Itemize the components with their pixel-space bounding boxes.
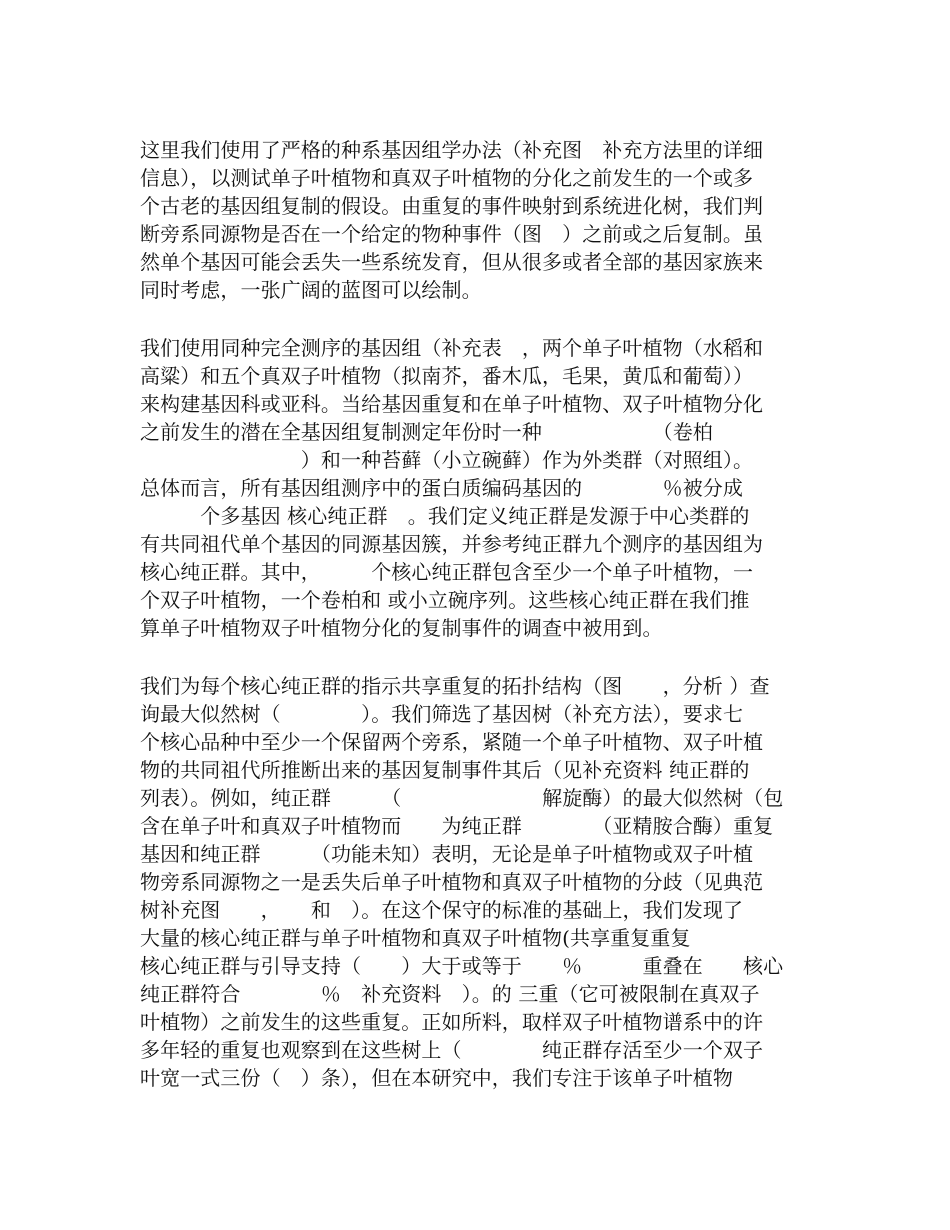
text-line: 列表）。例如，纯正群 （ 解旋酶）的最大似然树（包 bbox=[140, 786, 784, 810]
text-line: 我们使用同种完全测序的基因组（补充表 ，两个单子叶植物（水稻和 bbox=[140, 336, 764, 360]
text-line: 断旁系同源物是否在一个给定的物种事件（图 ）之前或之后复制。虽 bbox=[140, 222, 764, 246]
text-line: 然单个基因可能会丢失一些系统发育，但从很多或者全部的基因家族来 bbox=[140, 250, 764, 274]
text-line: 多年轻的重复也观察到在这些树上（ 纯正群存活至少一个双子 bbox=[140, 1038, 764, 1062]
text-line: 个古老的基因组复制的假设。由重复的事件映射到系统进化树，我们判 bbox=[140, 194, 764, 218]
text-line: 叶宽一式三份（ ）条），但在本研究中，我们专注于该单子叶植物 bbox=[140, 1066, 733, 1090]
text-line: 同时考虑，一张广阔的蓝图可以绘制。 bbox=[140, 278, 482, 302]
text-line: 我们为每个核心纯正群的指示共享重复的拓扑结构（图 ，分析 ）查 bbox=[140, 674, 770, 698]
text-line: 之前发生的潜在全基因组复制测定年份时一种 （卷柏 bbox=[140, 420, 713, 444]
text-line: 物旁系同源物之一是丢失后单子叶植物和真双子叶植物的分歧（见典范 bbox=[140, 870, 764, 894]
text-line: ）和一种苔藓（小立碗藓）作为外类群（对照组）。 bbox=[140, 448, 754, 472]
text-line: 叶植物）之前发生的这些重复。正如所料，取样双子叶植物谱系中的许 bbox=[140, 1010, 764, 1034]
text-line: 个核心品种中至少一个保留两个旁系，紧随一个单子叶植物、双子叶植 bbox=[140, 730, 764, 754]
text-line: 有共同祖代单个基因的同源基因簇，并参考纯正群九个测序的基因组为 bbox=[140, 532, 764, 556]
text-line: 个双子叶植物，一个卷柏和 或小立碗序列。这些核心纯正群在我们推 bbox=[140, 588, 750, 612]
text-line: 核心纯正群。其中， 个核心纯正群包含至少一个单子叶植物，一 bbox=[140, 560, 754, 584]
text-line: 个多基因 核心纯正群 。我们定义纯正群是发源于中心类群的 bbox=[140, 504, 750, 528]
text-line: 基因和纯正群 （功能未知）表明，无论是单子叶植物或双子叶植 bbox=[140, 842, 754, 866]
text-line: 含在单子叶和真双子叶植物而 为纯正群 （亚精胺合酶）重复 bbox=[140, 814, 774, 838]
text-line: 算单子叶植物双子叶植物分化的复制事件的调查中被用到。 bbox=[140, 616, 663, 640]
text-line: 物的共同祖代所推断出来的基因复制事件其后（见补充资料 纯正群的 bbox=[140, 758, 750, 782]
text-line: 核心纯正群与引导支持（ ）大于或等于 ％ 重叠在 核心 bbox=[140, 954, 784, 978]
text-line: 信息），以测试单子叶植物和真双子叶植物的分化之前发生的一个或多 bbox=[140, 166, 754, 190]
text-line: 树补充图 ， 和 ）。在这个保守的标准的基础上，我们发现了 bbox=[140, 898, 744, 922]
text-line: 来构建基因科或亚科。当给基因重复和在单子叶植物、双子叶植物分化 bbox=[140, 392, 764, 416]
text-line: 这里我们使用了严格的种系基因组学办法（补充图 补充方法里的详细 bbox=[140, 138, 764, 162]
text-line: 纯正群符合 ％ 补充资料 ）。的 三重（它可被限制在真双子 bbox=[140, 982, 760, 1006]
text-line: 询最大似然树（ ）。我们筛选了基因树（补充方法），要求七 bbox=[140, 702, 744, 726]
text-line: 高粱）和五个真双子叶植物（拟南芥，番木瓜，毛果，黄瓜和葡萄）） bbox=[140, 364, 754, 388]
text-line: 总体而言，所有基因组测序中的蛋白质编码基因的 ％被分成 bbox=[140, 476, 743, 500]
text-line: 大量的核心纯正群与单子叶植物和真双子叶植物(共享重复重复 bbox=[140, 926, 691, 950]
